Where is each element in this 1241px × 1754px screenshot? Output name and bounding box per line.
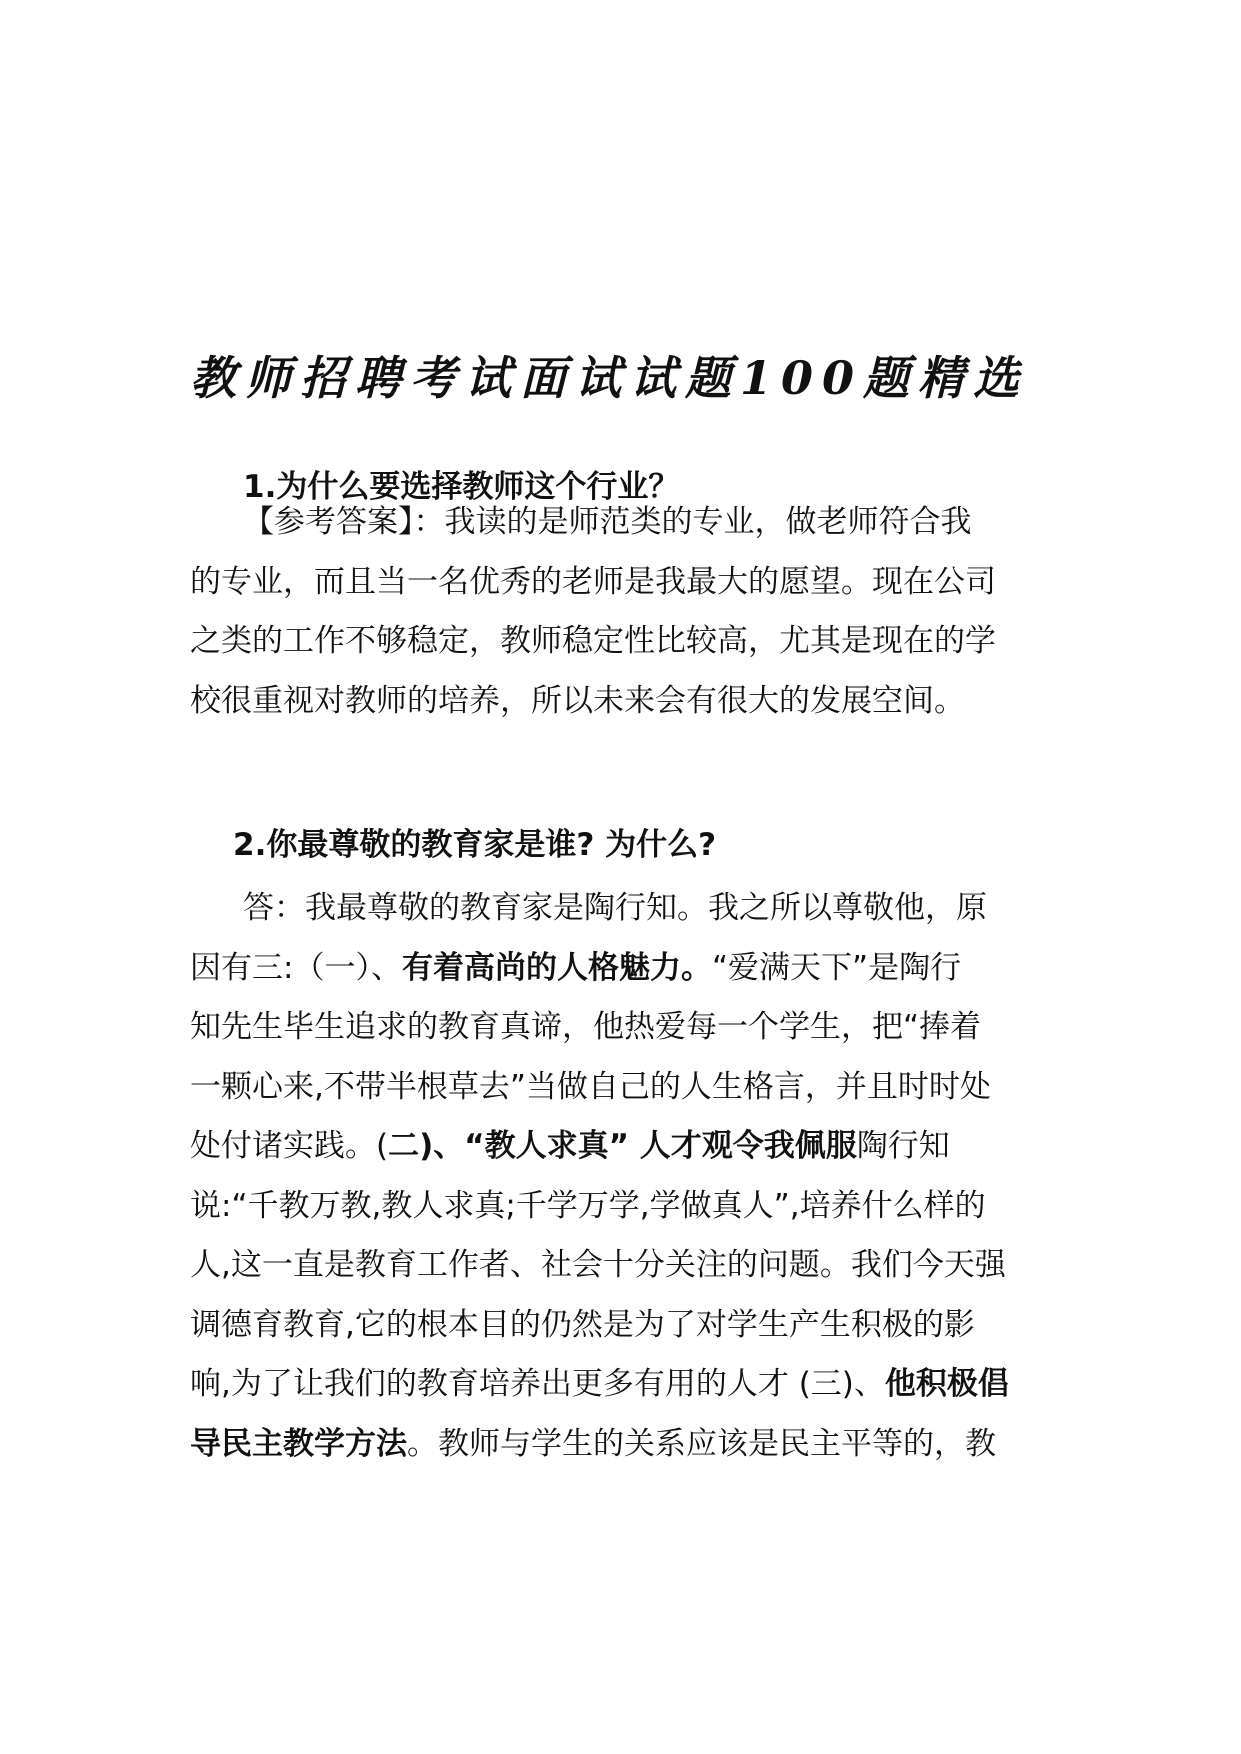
answer-text: 调德育教育,它的根本目的仍然是为了对学生产生积极的影 <box>190 1307 975 1343</box>
answer-text: 知先生毕生追求的教育真谛，他热爱每一个学生，把“捧着 <box>190 1009 982 1045</box>
answer-2-line-1 <box>243 888 987 928</box>
answer-2-line-4 <box>190 1067 991 1107</box>
answer-text: 答：我最尊敬的教育家是陶行知。我之所以尊敬他，原 <box>243 890 987 926</box>
answer-bold-text: 导民主教学方法 <box>190 1426 407 1462</box>
answer-text: 响,为了让我们的教育培养出更多有用的人才 (三)、 <box>190 1366 885 1402</box>
answer-2-line-7 <box>190 1245 1006 1285</box>
document-title: 教师招聘考试面试试题100题精选 <box>190 351 1029 405</box>
answer-text: 陶行知 <box>856 1128 950 1164</box>
answer-1-line-1: 【参考答案】：我读的是师范类的专业，做老师符合我 <box>243 504 972 540</box>
question-2-heading: 2.你最尊敬的教育家是谁? 为什么? <box>233 827 717 863</box>
answer-1-line-4: 校很重视对教师的培养，所以未来会有很大的发展空间。 <box>190 683 965 719</box>
answer-bold-text: 二)、“教人求真” 人才观令我佩服 <box>388 1128 857 1164</box>
answer-1-line-3: 之类的工作不够稳定，教师稳定性比较高，尤其是现在的学 <box>190 623 996 659</box>
answer-2-line-8 <box>190 1305 975 1345</box>
answer-bold-text: 他积极倡 <box>884 1366 1009 1402</box>
answer-text: 说:“千教万教,教人求真;千学万学,学做真人”,培养什么样的 <box>190 1188 986 1224</box>
answer-2-line-6 <box>190 1186 986 1226</box>
answer-2-line-2 <box>190 948 961 988</box>
answer-text: 人,这一直是教育工作者、社会十分关注的问题。我们今天强 <box>190 1247 1006 1283</box>
answer-text: “爱满天下”是陶行 <box>711 950 962 986</box>
answer-2-line-9 <box>190 1364 1009 1404</box>
answer-text: 因有三:（一）、 <box>190 950 402 986</box>
answer-text: 一颗心来,不带半根草去”当做自己的人生格言，并且时时处 <box>190 1069 991 1105</box>
answer-2-line-10 <box>190 1424 996 1464</box>
answer-text: 。教师与学生的关系应该是民主平等的，教 <box>407 1426 996 1462</box>
answer-text: 处付诸实践。( <box>190 1128 389 1164</box>
answer-2-line-3 <box>190 1007 981 1047</box>
answer-1-line-2: 的专业，而且当一名优秀的老师是我最大的愿望。现在公司 <box>190 564 996 600</box>
answer-bold-text: 有着高尚的人格魅力。 <box>401 950 712 986</box>
question-1-heading: 1.为什么要选择教师这个行业？ <box>243 469 680 505</box>
answer-2-line-5 <box>190 1126 950 1166</box>
